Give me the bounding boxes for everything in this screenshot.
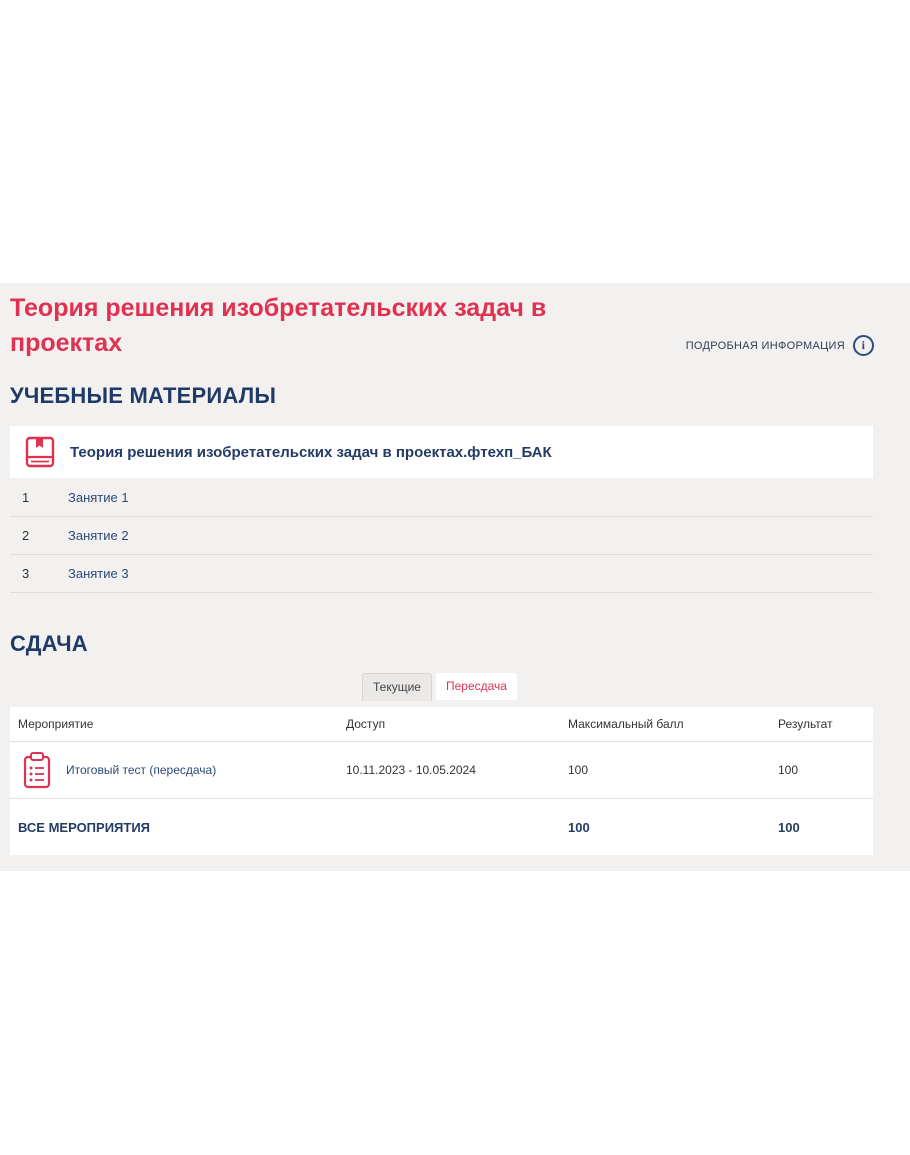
lesson-number: 3 (22, 566, 30, 581)
table-header (10, 707, 873, 742)
list-item (10, 517, 873, 555)
lesson-number: 2 (22, 528, 30, 543)
event-cell (10, 751, 346, 789)
lesson-link[interactable]: Занятие 2 (68, 528, 129, 543)
table-row (10, 742, 873, 799)
more-info-link[interactable] (686, 335, 874, 356)
column-header-access: Доступ (346, 717, 386, 731)
result-cell: 100 (778, 763, 799, 777)
max-score-cell: 100 (568, 763, 589, 777)
table-total-row (10, 799, 873, 855)
event-link[interactable]: Итоговый тест (пересдача) (66, 763, 217, 777)
tab-retake[interactable]: Пересдача (436, 673, 517, 700)
lesson-number: 1 (22, 490, 30, 505)
course-title: Теория решения изобретательских задач в проектах (10, 294, 547, 357)
exams-table (10, 707, 873, 855)
material-card[interactable] (10, 426, 873, 478)
total-result: 100 (778, 819, 800, 835)
list-item (10, 555, 873, 593)
exams-heading: СДАЧА (10, 631, 88, 656)
tab-current[interactable]: Текущие (362, 673, 432, 701)
exam-tabs (362, 673, 517, 701)
column-header-result: Результат (778, 717, 833, 731)
lesson-list (10, 479, 873, 593)
clipboard-icon (22, 751, 52, 789)
materials-heading: УЧЕБНЫЕ МАТЕРИАЛЫ (10, 383, 277, 408)
list-item (10, 479, 873, 517)
course-panel (0, 283, 910, 871)
total-max-score: 100 (568, 819, 590, 835)
access-cell: 10.11.2023 - 10.05.2024 (346, 763, 476, 777)
column-header-max-score: Максимальный балл (568, 717, 684, 731)
material-title: Теория решения изобретательских задач в проектах.фтехп_БАК (70, 443, 552, 461)
lesson-link[interactable]: Занятие 3 (68, 566, 129, 581)
total-label: ВСЕ МЕРОПРИЯТИЯ (18, 819, 151, 835)
lesson-link[interactable]: Занятие 1 (68, 490, 129, 505)
info-icon: i (853, 335, 874, 356)
book-icon (24, 436, 56, 468)
more-info-label: ПОДРОБНАЯ ИНФОРМАЦИЯ (685, 339, 845, 352)
column-header-event: Мероприятие (18, 717, 94, 731)
